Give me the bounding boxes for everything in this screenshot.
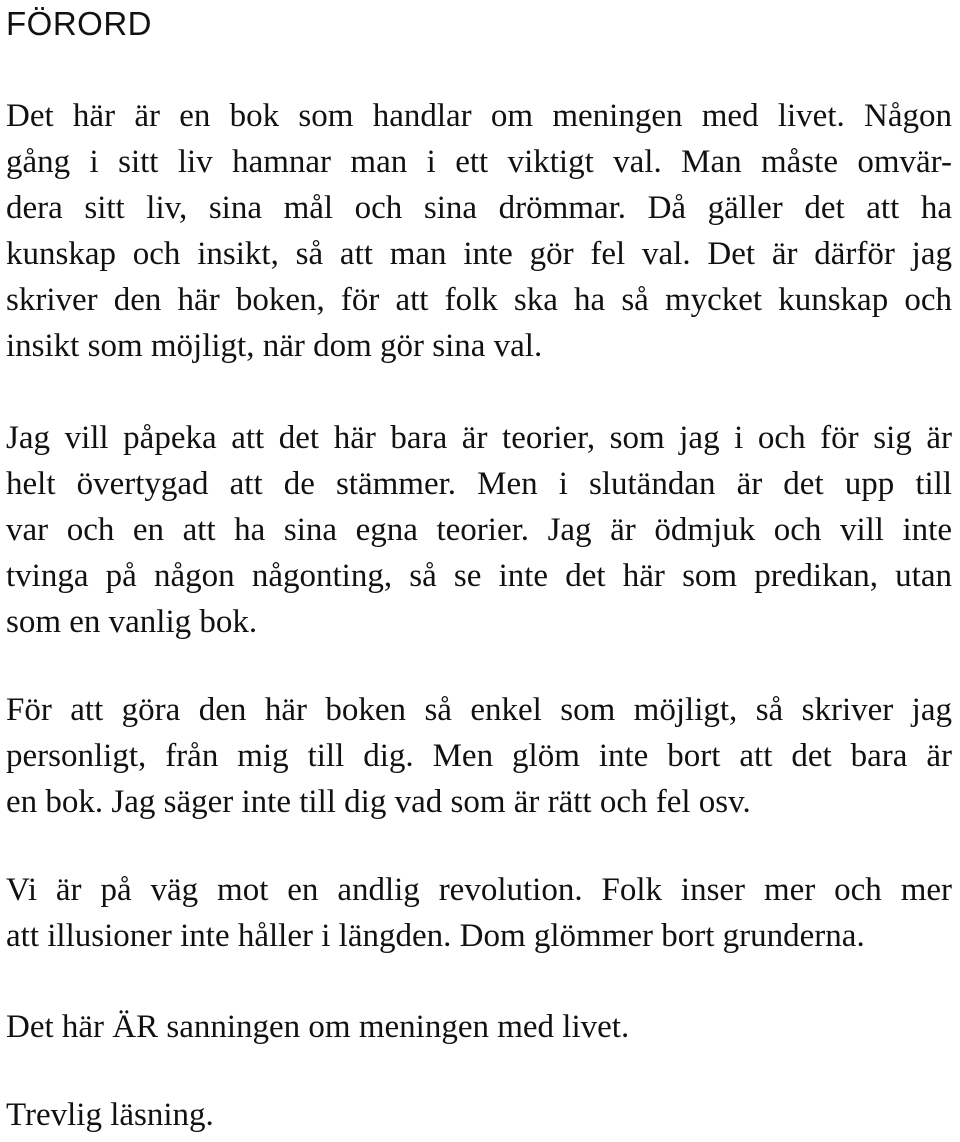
text-line: Det här är en bok som handlar om meningen med livet. Någon xyxy=(6,98,952,134)
text-line: gång i sitt liv hamnar man i ett viktigt val. Man måste omvär- xyxy=(6,144,952,180)
text-line: Trevlig läsning. xyxy=(6,1097,214,1133)
text-line: att illusioner inte håller i längden. Dom glömmer bort grunderna. xyxy=(6,918,865,954)
page-title: FÖRORD xyxy=(6,5,152,42)
text-line: skriver den här boken, för att folk ska ha så mycket kunskap och xyxy=(6,282,952,318)
text-line: var och en att ha sina egna teorier. Jag är ödmjuk och vill inte xyxy=(6,512,952,548)
text-line: personligt, från mig till dig. Men glöm inte bort att det bara är xyxy=(6,738,952,774)
document-page xyxy=(6,0,956,1142)
text-line: Det här ÄR sanningen om meningen med livet. xyxy=(6,1009,630,1045)
text-line: som en vanlig bok. xyxy=(6,604,258,640)
text-line: För att göra den här boken så enkel som möjligt, så skriver jag xyxy=(6,692,952,728)
text-line: kunskap och insikt, så att man inte gör fel val. Det är därför jag xyxy=(6,236,952,272)
text-line: tvinga på någon någonting, så se inte det här som predikan, utan xyxy=(6,558,952,594)
text-line: Jag vill påpeka att det här bara är teorier, som jag i och för sig är xyxy=(6,420,952,456)
text-line: en bok. Jag säger inte till dig vad som är rätt och fel osv. xyxy=(6,784,751,820)
text-line: insikt som möjligt, när dom gör sina val. xyxy=(6,328,543,364)
text-line: Vi är på väg mot en andlig revolution. Folk inser mer och mer xyxy=(6,872,952,908)
text-line: dera sitt liv, sina mål och sina drömmar. Då gäller det att ha xyxy=(6,190,952,226)
text-line: helt övertygad att de stämmer. Men i slutändan är det upp till xyxy=(6,466,952,502)
